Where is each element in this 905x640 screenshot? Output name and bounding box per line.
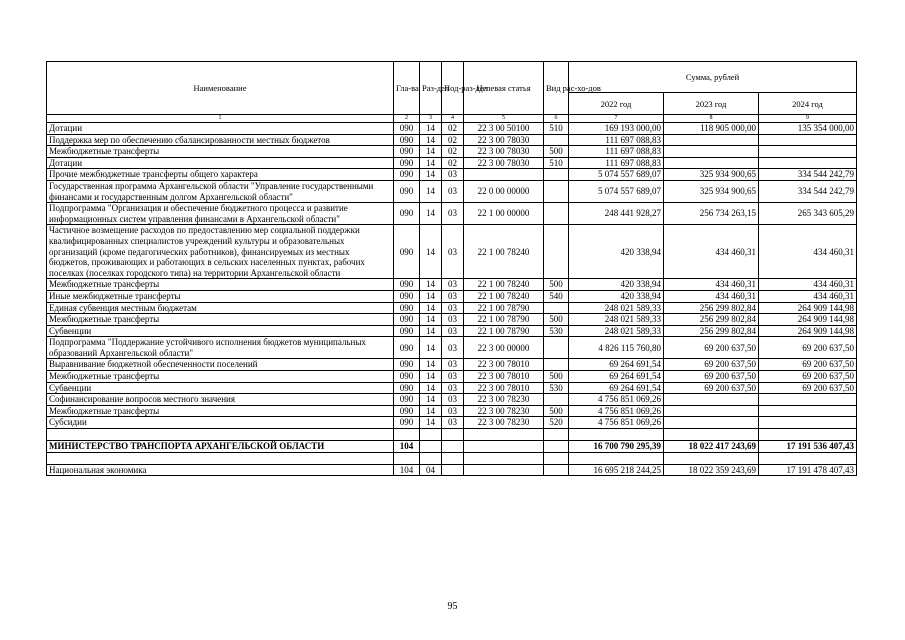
- row-glava: 090: [394, 225, 420, 279]
- row-razdel: 14: [420, 314, 442, 326]
- row-podrazdel: 03: [442, 325, 464, 337]
- row-name: Софинансирование вопросов местного значения: [47, 394, 394, 406]
- row-glava: 090: [394, 382, 420, 394]
- table-row: [47, 314, 857, 326]
- row-podrazdel: 03: [442, 394, 464, 406]
- row-glava: 090: [394, 123, 420, 135]
- row-target: 22 0 00 00000: [464, 180, 544, 202]
- row-podrazdel: 03: [442, 203, 464, 225]
- row-sum-2023: [664, 417, 759, 429]
- table-row: [47, 123, 857, 135]
- row-vid: [544, 302, 569, 314]
- row-glava: 090: [394, 302, 420, 314]
- page-number: 95: [447, 601, 458, 612]
- row-sum-2024: 17 191 478 407,43: [759, 464, 857, 476]
- row-razdel: 14: [420, 302, 442, 314]
- row-sum-2023: [664, 394, 759, 406]
- row-name: Национальная экономика: [47, 464, 394, 476]
- row-glava: 090: [394, 279, 420, 291]
- column-number: 8: [664, 115, 759, 123]
- table-row: [47, 325, 857, 337]
- row-sum-2022: 420 338,94: [569, 290, 664, 302]
- header-target: Целевая статья: [464, 62, 544, 115]
- row-sum-2024: [759, 134, 857, 146]
- budget-table: [46, 61, 857, 476]
- row-sum-2022: 248 441 928,27: [569, 203, 664, 225]
- row-sum-2024: 434 460,31: [759, 279, 857, 291]
- row-vid: 500: [544, 146, 569, 158]
- row-sum-2024: [759, 405, 857, 417]
- table-row: [47, 146, 857, 158]
- row-podrazdel: 02: [442, 157, 464, 169]
- row-target: 22 1 00 78240: [464, 290, 544, 302]
- row-podrazdel: 03: [442, 337, 464, 359]
- table-row: [47, 394, 857, 406]
- row-sum-2022: 16 700 790 295,39: [569, 441, 664, 453]
- header-glava: Гла-ва: [394, 62, 420, 115]
- row-sum-2022: 4 756 851 069,26: [569, 394, 664, 406]
- table-row: [47, 134, 857, 146]
- row-sum-2023: 18 022 417 243,69: [664, 441, 759, 453]
- row-sum-2024: 69 200 637,50: [759, 382, 857, 394]
- row-glava: 090: [394, 157, 420, 169]
- row-razdel: 04: [420, 464, 442, 476]
- row-glava: 090: [394, 146, 420, 158]
- row-razdel: 14: [420, 359, 442, 371]
- row-razdel: 14: [420, 134, 442, 146]
- row-target: 22 3 00 00000: [464, 337, 544, 359]
- row-podrazdel: 03: [442, 417, 464, 429]
- row-sum-2022: 4 826 115 760,80: [569, 337, 664, 359]
- row-target: 22 3 00 78010: [464, 359, 544, 371]
- row-target: [464, 169, 544, 181]
- table-row: [47, 359, 857, 371]
- row-vid: 530: [544, 382, 569, 394]
- table-row: [47, 405, 857, 417]
- row-sum-2022: 169 193 000,00: [569, 123, 664, 135]
- row-vid: 540: [544, 290, 569, 302]
- row-sum-2024: 434 460,31: [759, 290, 857, 302]
- row-name: Межбюджетные трансферты: [47, 279, 394, 291]
- row-target: 22 3 00 78030: [464, 157, 544, 169]
- row-target: 22 3 00 50100: [464, 123, 544, 135]
- row-glava: 090: [394, 337, 420, 359]
- row-name: Межбюджетные трансферты: [47, 405, 394, 417]
- row-sum-2022: 111 697 088,83: [569, 134, 664, 146]
- column-number: 4: [442, 115, 464, 123]
- row-sum-2022: 5 074 557 689,07: [569, 169, 664, 181]
- row-sum-2023: 118 905 000,00: [664, 123, 759, 135]
- row-sum-2022: 420 338,94: [569, 225, 664, 279]
- row-target: 22 1 00 00000: [464, 203, 544, 225]
- row-sum-2023: 18 022 359 243,69: [664, 464, 759, 476]
- row-name: Прочие межбюджетные трансферты общего характера: [47, 169, 394, 181]
- row-podrazdel: 03: [442, 371, 464, 383]
- row-target: 22 3 00 78030: [464, 134, 544, 146]
- row-vid: 500: [544, 405, 569, 417]
- row-razdel: 14: [420, 169, 442, 181]
- column-number: 2: [394, 115, 420, 123]
- row-glava: 090: [394, 405, 420, 417]
- ministry-row: [47, 441, 857, 453]
- header-sum: Сумма, рублей: [569, 62, 857, 93]
- row-glava: 090: [394, 394, 420, 406]
- row-glava: 090: [394, 203, 420, 225]
- row-podrazdel: 03: [442, 382, 464, 394]
- spacer-row: [47, 452, 857, 464]
- row-razdel: 14: [420, 325, 442, 337]
- row-podrazdel: 03: [442, 225, 464, 279]
- row-name: Частичное возмещение расходов по предоставлению мер социальной поддержки квалифицированных специалистов учреждений культуры и образовательных организаций (кроме педагогических работников), финансируемых из местных бюджетов, проживающих и работающих в сельских населенных пунктах, рабочих поселках (поселках городского типа) на территории Архангельской области: [47, 225, 394, 279]
- row-glava: 090: [394, 314, 420, 326]
- row-sum-2022: 69 264 691,54: [569, 371, 664, 383]
- row-podrazdel: 03: [442, 180, 464, 202]
- row-sum-2022: 69 264 691,54: [569, 359, 664, 371]
- header-name: Наименование: [47, 62, 394, 115]
- table-row: [47, 417, 857, 429]
- column-number: 5: [464, 115, 544, 123]
- column-number: 3: [420, 115, 442, 123]
- row-podrazdel: 03: [442, 290, 464, 302]
- row-razdel: 14: [420, 337, 442, 359]
- row-sum-2023: 325 934 900,65: [664, 180, 759, 202]
- row-target: 22 3 00 78010: [464, 371, 544, 383]
- row-sum-2023: [664, 157, 759, 169]
- row-name: Межбюджетные трансферты: [47, 371, 394, 383]
- row-name: Межбюджетные трансферты: [47, 146, 394, 158]
- row-razdel: 14: [420, 382, 442, 394]
- row-vid: [544, 203, 569, 225]
- row-sum-2023: 69 200 637,50: [664, 371, 759, 383]
- row-podrazdel: 03: [442, 302, 464, 314]
- row-name: Дотации: [47, 157, 394, 169]
- row-razdel: 14: [420, 203, 442, 225]
- row-sum-2023: 256 734 263,15: [664, 203, 759, 225]
- row-glava: 104: [394, 441, 420, 453]
- header-razdel: Раз-дел: [420, 62, 442, 115]
- row-sum-2023: [664, 134, 759, 146]
- column-number: 9: [759, 115, 857, 123]
- row-sum-2023: 256 299 802,84: [664, 325, 759, 337]
- table-row: [47, 302, 857, 314]
- row-name: Субсидии: [47, 417, 394, 429]
- row-sum-2024: 264 909 144,98: [759, 314, 857, 326]
- column-number: 6: [544, 115, 569, 123]
- header-year-2024: 2024 год: [759, 93, 857, 115]
- row-sum-2024: [759, 146, 857, 158]
- row-target: 22 3 00 78010: [464, 382, 544, 394]
- row-vid: 510: [544, 123, 569, 135]
- row-name: Выравнивание бюджетной обеспеченности поселений: [47, 359, 394, 371]
- row-name: Иные межбюджетные трансферты: [47, 290, 394, 302]
- row-razdel: 14: [420, 417, 442, 429]
- row-sum-2023: 69 200 637,50: [664, 359, 759, 371]
- row-vid: [544, 394, 569, 406]
- row-vid: 500: [544, 371, 569, 383]
- table-row: [47, 225, 857, 279]
- row-sum-2022: 4 756 851 069,26: [569, 405, 664, 417]
- table-row: [47, 382, 857, 394]
- row-vid: 530: [544, 325, 569, 337]
- table-row: [47, 203, 857, 225]
- row-sum-2024: 69 200 637,50: [759, 359, 857, 371]
- row-glava: 090: [394, 417, 420, 429]
- row-sum-2023: 256 299 802,84: [664, 314, 759, 326]
- row-podrazdel: 03: [442, 169, 464, 181]
- table-row: [47, 290, 857, 302]
- economy-row: [47, 464, 857, 476]
- row-vid: [544, 134, 569, 146]
- row-target: 22 1 00 78790: [464, 314, 544, 326]
- row-sum-2022: 248 021 589,33: [569, 325, 664, 337]
- row-podrazdel: 03: [442, 314, 464, 326]
- row-glava: 090: [394, 325, 420, 337]
- column-number: 1: [47, 115, 394, 123]
- row-glava: 090: [394, 371, 420, 383]
- row-name: Поддержка мер по обеспечению сбалансированности местных бюджетов: [47, 134, 394, 146]
- header-vid: Вид рас-хо-дов: [544, 62, 569, 115]
- row-target: 22 1 00 78240: [464, 225, 544, 279]
- row-podrazdel: 03: [442, 279, 464, 291]
- row-glava: 090: [394, 180, 420, 202]
- table-row: [47, 180, 857, 202]
- row-sum-2023: 434 460,31: [664, 279, 759, 291]
- row-vid: [544, 225, 569, 279]
- row-sum-2024: 264 909 144,98: [759, 302, 857, 314]
- row-sum-2024: [759, 157, 857, 169]
- row-sum-2024: 334 544 242,79: [759, 180, 857, 202]
- row-razdel: 14: [420, 371, 442, 383]
- row-name: Государственная программа Архангельской области "Управление государственными финансами и государственным долгом Архангельской области": [47, 180, 394, 202]
- row-target: 22 3 00 78030: [464, 146, 544, 158]
- row-razdel: 14: [420, 225, 442, 279]
- row-sum-2024: [759, 417, 857, 429]
- row-razdel: 14: [420, 146, 442, 158]
- row-name: Межбюджетные трансферты: [47, 314, 394, 326]
- row-glava: 104: [394, 464, 420, 476]
- row-razdel: 14: [420, 279, 442, 291]
- row-name: МИНИСТЕРСТВО ТРАНСПОРТА АРХАНГЕЛЬСКОЙ ОБЛАСТИ: [47, 441, 394, 453]
- row-sum-2024: 264 909 144,98: [759, 325, 857, 337]
- row-vid: 500: [544, 314, 569, 326]
- spacer-row: [47, 429, 857, 441]
- row-podrazdel: 03: [442, 359, 464, 371]
- row-razdel: 14: [420, 394, 442, 406]
- row-razdel: 14: [420, 123, 442, 135]
- row-sum-2022: 111 697 088,83: [569, 146, 664, 158]
- row-sum-2022: 248 021 589,33: [569, 314, 664, 326]
- row-name: Субвенции: [47, 325, 394, 337]
- row-sum-2022: 111 697 088,83: [569, 157, 664, 169]
- column-number-row: [47, 115, 857, 123]
- row-sum-2023: [664, 146, 759, 158]
- row-vid: [544, 359, 569, 371]
- row-target: 22 1 00 78790: [464, 325, 544, 337]
- row-razdel: 14: [420, 405, 442, 417]
- row-razdel: 14: [420, 157, 442, 169]
- row-sum-2022: 4 756 851 069,26: [569, 417, 664, 429]
- row-sum-2024: [759, 394, 857, 406]
- row-glava: 090: [394, 359, 420, 371]
- row-sum-2024: 265 343 605,29: [759, 203, 857, 225]
- row-sum-2024: 17 191 536 407,43: [759, 441, 857, 453]
- row-vid: [544, 180, 569, 202]
- table-row: [47, 371, 857, 383]
- row-sum-2024: 69 200 637,50: [759, 371, 857, 383]
- row-sum-2022: 5 074 557 689,07: [569, 180, 664, 202]
- row-sum-2024: 69 200 637,50: [759, 337, 857, 359]
- row-target: 22 3 00 78230: [464, 417, 544, 429]
- table-row: [47, 279, 857, 291]
- row-podrazdel: 02: [442, 134, 464, 146]
- header-podrazdel: Под-раз-дел: [442, 62, 464, 115]
- row-sum-2023: 434 460,31: [664, 225, 759, 279]
- header-year-2023: 2023 год: [664, 93, 759, 115]
- row-glava: 090: [394, 169, 420, 181]
- row-name: Подпрограмма "Поддержание устойчивого исполнения бюджетов муниципальных образований Архангельской области": [47, 337, 394, 359]
- row-podrazdel: 03: [442, 405, 464, 417]
- row-sum-2023: 69 200 637,50: [664, 382, 759, 394]
- header-year-2022: 2022 год: [569, 93, 664, 115]
- row-name: Подпрограмма "Организация и обеспечение бюджетного процесса и развитие информационных систем управления финансами в Архангельской области": [47, 203, 394, 225]
- row-sum-2023: 69 200 637,50: [664, 337, 759, 359]
- row-sum-2022: 420 338,94: [569, 279, 664, 291]
- row-target: 22 3 00 78230: [464, 394, 544, 406]
- row-sum-2024: 334 544 242,79: [759, 169, 857, 181]
- row-sum-2022: 248 021 589,33: [569, 302, 664, 314]
- row-sum-2024: 434 460,31: [759, 225, 857, 279]
- row-name: Субвенции: [47, 382, 394, 394]
- row-sum-2023: [664, 405, 759, 417]
- row-target: 22 1 00 78790: [464, 302, 544, 314]
- row-vid: [544, 169, 569, 181]
- row-razdel: 14: [420, 180, 442, 202]
- row-podrazdel: 02: [442, 123, 464, 135]
- row-sum-2024: 135 354 000,00: [759, 123, 857, 135]
- row-vid: [544, 337, 569, 359]
- row-podrazdel: 02: [442, 146, 464, 158]
- column-number: 7: [569, 115, 664, 123]
- row-target: 22 3 00 78230: [464, 405, 544, 417]
- row-razdel: 14: [420, 290, 442, 302]
- row-vid: 520: [544, 417, 569, 429]
- row-name: Единая субвенция местным бюджетам: [47, 302, 394, 314]
- table-body: [47, 123, 857, 429]
- row-sum-2023: 256 299 802,84: [664, 302, 759, 314]
- table-row: [47, 169, 857, 181]
- row-sum-2022: 69 264 691,54: [569, 382, 664, 394]
- row-vid: 510: [544, 157, 569, 169]
- table-row: [47, 157, 857, 169]
- row-glava: 090: [394, 134, 420, 146]
- row-name: Дотации: [47, 123, 394, 135]
- row-sum-2022: 16 695 218 244,25: [569, 464, 664, 476]
- row-vid: 500: [544, 279, 569, 291]
- table-row: [47, 337, 857, 359]
- row-sum-2023: 434 460,31: [664, 290, 759, 302]
- row-sum-2023: 325 934 900,65: [664, 169, 759, 181]
- row-target: 22 1 00 78240: [464, 279, 544, 291]
- row-glava: 090: [394, 290, 420, 302]
